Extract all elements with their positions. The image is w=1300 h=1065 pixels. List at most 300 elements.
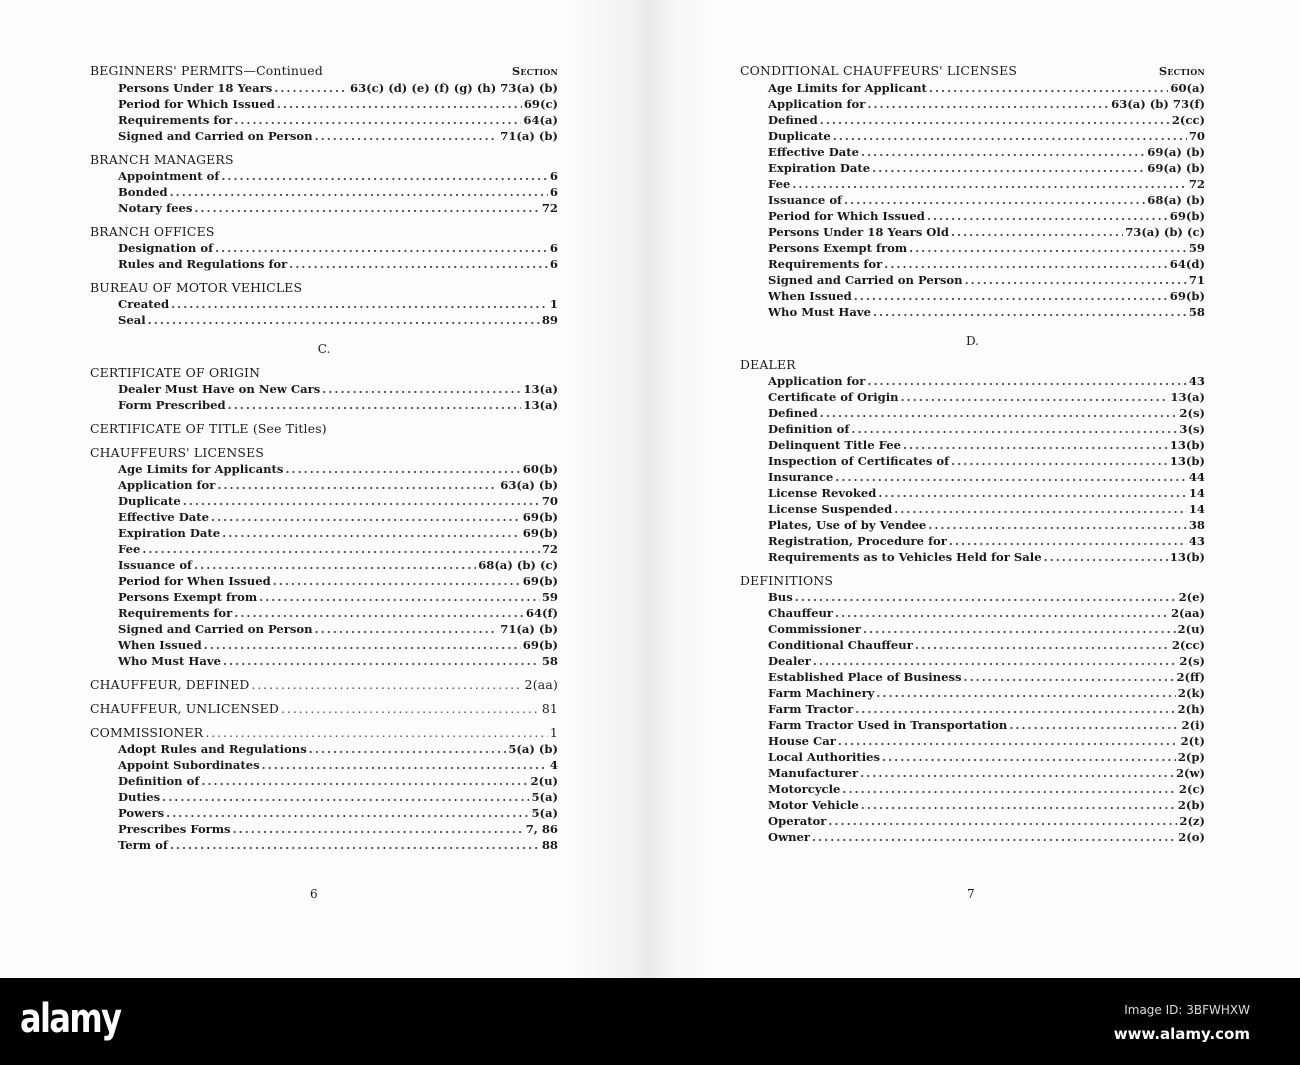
dot-leader	[795, 589, 1177, 605]
dot-leader	[876, 685, 1176, 701]
entry-label: Registration, Procedure for	[768, 534, 947, 548]
index-entry	[740, 437, 1205, 453]
index-heading	[90, 151, 558, 168]
entry-section-ref: 6	[549, 241, 558, 255]
dot-leader	[223, 653, 540, 669]
entry-label: Duplicate	[768, 129, 831, 143]
dot-leader	[251, 676, 522, 693]
dot-leader	[234, 605, 524, 621]
entry-section-ref: 69(a) (b)	[1147, 161, 1205, 175]
entry-label: Period for When Issued	[118, 574, 271, 588]
entry-section-ref: 2(ff)	[1176, 670, 1205, 684]
entry-label: Appointment of	[118, 169, 220, 183]
dot-leader	[201, 773, 528, 789]
dot-leader	[262, 757, 548, 773]
dot-leader	[166, 805, 529, 821]
dot-leader	[148, 312, 540, 328]
dot-leader	[949, 533, 1187, 549]
heading-reference: 81	[541, 701, 558, 716]
entry-section-ref: 69(b)	[522, 510, 558, 524]
entry-label: License Suspended	[768, 502, 893, 516]
index-heading	[90, 62, 558, 80]
index-entry	[90, 557, 558, 573]
dot-leader	[873, 304, 1187, 320]
index-entry	[740, 517, 1205, 533]
entry-section-ref: 2(z)	[1179, 814, 1205, 828]
entry-section-ref: 64(d)	[1169, 257, 1205, 271]
index-heading	[90, 420, 558, 437]
entry-label: Appoint Subordinates	[118, 758, 260, 772]
index-group	[90, 223, 558, 272]
dot-leader	[901, 389, 1169, 405]
entry-section-ref: 2(s)	[1179, 654, 1205, 668]
entry-label: Farm Machinery	[768, 686, 875, 700]
entry-section-ref: 71(a) (b)	[500, 622, 558, 636]
index-group	[90, 62, 558, 144]
entry-label: Defined	[768, 406, 818, 420]
index-entry	[740, 829, 1205, 845]
entry-section-ref: 58	[1188, 305, 1205, 319]
index-entry	[90, 168, 558, 184]
dot-leader	[1009, 717, 1179, 733]
entry-section-ref: 13(a)	[1170, 390, 1205, 404]
dot-leader	[183, 493, 540, 509]
entry-section-ref: 68(a) (b) (c)	[478, 558, 558, 572]
entry-section-ref: 2(cc)	[1171, 113, 1205, 127]
index-entry	[90, 184, 558, 200]
index-entry	[740, 128, 1205, 144]
dot-leader	[861, 144, 1145, 160]
dot-leader	[205, 724, 548, 741]
dot-leader	[965, 272, 1187, 288]
dot-leader	[863, 621, 1176, 637]
entry-label: Inspection of Certificates of	[768, 454, 950, 468]
dot-leader	[273, 573, 521, 589]
dot-leader	[217, 477, 498, 493]
entry-label: Commissioner	[768, 622, 862, 636]
index-group	[740, 572, 1205, 845]
entry-label: Requirements for	[768, 257, 883, 271]
entry-section-ref: 72	[541, 542, 558, 556]
dot-leader	[813, 653, 1178, 669]
index-entry	[90, 509, 558, 525]
index-entry	[740, 160, 1205, 176]
watermark-bar	[0, 978, 1300, 1065]
entry-section-ref: 14	[1188, 502, 1205, 516]
entry-label: Motor Vehicle	[768, 798, 859, 812]
dot-leader	[204, 637, 521, 653]
index-entry	[90, 397, 558, 413]
entry-section-ref: 2(w)	[1175, 766, 1205, 780]
index-entry	[740, 589, 1205, 605]
entry-label: Duplicate	[118, 494, 181, 508]
index-entry	[740, 80, 1205, 96]
dot-leader	[289, 256, 548, 272]
entry-label: Certificate of Origin	[768, 390, 899, 404]
entry-label: House Car	[768, 734, 836, 748]
index-group	[90, 364, 558, 413]
entry-section-ref: 2(cc)	[1171, 638, 1205, 652]
watermark-url: www.alamy.com	[1113, 1025, 1250, 1043]
entry-section-ref: 5(a)	[531, 790, 558, 804]
index-entry	[740, 717, 1205, 733]
index-group	[740, 62, 1205, 320]
entry-section-ref: 43	[1188, 534, 1205, 548]
index-group	[90, 279, 558, 328]
index-entry	[90, 240, 558, 256]
entry-section-ref: 70	[541, 494, 558, 508]
heading-text: CHAUFFEUR, DEFINED	[90, 677, 250, 692]
index-entry	[90, 837, 558, 853]
index-entry	[90, 637, 558, 653]
entry-section-ref: 3(s)	[1179, 422, 1205, 436]
entry-section-ref: 63(a) (b)	[500, 478, 558, 492]
entry-section-ref: 69(b)	[1169, 289, 1205, 303]
entry-label: Who Must Have	[768, 305, 871, 319]
dot-leader	[854, 288, 1168, 304]
dot-leader	[851, 421, 1177, 437]
dot-leader	[194, 200, 540, 216]
index-entry	[740, 797, 1205, 813]
entry-label: Application for	[768, 374, 866, 388]
index-entry	[740, 685, 1205, 701]
dot-leader	[884, 256, 1168, 272]
dot-leader	[929, 80, 1168, 96]
entry-section-ref: 64(f)	[525, 606, 558, 620]
entry-section-ref: 2(u)	[530, 774, 558, 788]
entry-label: When Issued	[118, 638, 202, 652]
entry-section-ref: 2(p)	[1177, 750, 1205, 764]
entry-section-ref: 7, 86	[525, 822, 558, 836]
index-entry	[740, 637, 1205, 653]
heading-text: BUREAU OF MOTOR VEHICLES	[90, 280, 303, 295]
index-entry	[740, 304, 1205, 320]
index-page-right	[740, 62, 1205, 845]
index-entry	[740, 469, 1205, 485]
index-entry	[740, 96, 1205, 112]
entry-section-ref: 69(b)	[522, 574, 558, 588]
index-entry	[90, 96, 558, 112]
entry-label: Conditional Chauffeur	[768, 638, 913, 652]
index-heading	[90, 364, 558, 381]
alamy-logo: alamy	[20, 996, 121, 1042]
entry-label: Notary fees	[118, 201, 193, 215]
heading-text: DEFINITIONS	[740, 573, 834, 588]
entry-label: Application for	[768, 97, 866, 111]
index-entry	[740, 781, 1205, 797]
heading-text: BEGINNERS' PERMITS—Continued	[90, 63, 323, 78]
entry-section-ref: 58	[541, 654, 558, 668]
dot-leader	[882, 749, 1176, 765]
entry-section-ref: 69(b)	[1169, 209, 1205, 223]
entry-label: Plates, Use of by Vendee	[768, 518, 927, 532]
entry-label: Fee	[118, 542, 141, 556]
entry-section-ref: 6	[549, 185, 558, 199]
image-id: Image ID: 3BFWHXW	[1124, 1003, 1250, 1017]
entry-label: Effective Date	[118, 510, 209, 524]
entry-section-ref: 14	[1188, 486, 1205, 500]
entry-section-ref: 13(b)	[1169, 550, 1205, 564]
entry-section-ref: 69(a) (b)	[1147, 145, 1205, 159]
entry-section-ref: 2(e)	[1178, 590, 1205, 604]
index-page-left	[90, 62, 558, 853]
index-heading	[90, 223, 558, 240]
index-entry	[740, 749, 1205, 765]
index-entry	[740, 208, 1205, 224]
index-entry	[740, 240, 1205, 256]
index-group	[90, 724, 558, 853]
entry-label: Signed and Carried on Person	[118, 622, 313, 636]
entry-section-ref: 13(b)	[1169, 438, 1205, 452]
dot-leader	[215, 240, 548, 256]
index-entry	[90, 541, 558, 557]
entry-label: Chauffeur	[768, 606, 834, 620]
entry-section-ref: 2(i)	[1181, 718, 1205, 732]
entry-label: Signed and Carried on Person	[118, 129, 313, 143]
dot-leader	[915, 637, 1170, 653]
entry-section-ref: 2(s)	[1179, 406, 1205, 420]
index-entry	[90, 789, 558, 805]
heading-reference: 2(aa)	[524, 677, 558, 692]
dot-leader	[315, 621, 499, 637]
entry-label: Prescribes Forms	[118, 822, 231, 836]
page-number-left: 6	[310, 887, 318, 901]
index-entry	[90, 805, 558, 821]
index-heading	[740, 356, 1205, 373]
index-group	[90, 700, 558, 717]
dot-leader	[233, 821, 524, 837]
entry-label: Motorcycle	[768, 782, 841, 796]
entry-label: Owner	[768, 830, 810, 844]
entry-label: Requirements as to Vehicles Held for Sale	[768, 550, 1042, 564]
entry-section-ref: 60(b)	[522, 462, 558, 476]
index-heading	[90, 724, 558, 741]
entry-section-ref: 69(b)	[522, 638, 558, 652]
entry-label: Issuance of	[118, 558, 193, 572]
entry-section-ref: 13(a)	[523, 398, 558, 412]
entry-label: Requirements for	[118, 113, 233, 127]
index-group	[90, 420, 558, 437]
index-entry	[90, 80, 558, 96]
entry-section-ref: 4	[549, 758, 558, 772]
index-entry	[90, 605, 558, 621]
entry-label: Local Authorities	[768, 750, 881, 764]
entry-label: License Revoked	[768, 486, 877, 500]
index-group	[740, 356, 1205, 565]
index-entry	[90, 525, 558, 541]
entry-label: Farm Tractor Used in Transportation	[768, 718, 1008, 732]
page-number-right: 7	[967, 887, 975, 901]
dot-leader	[867, 373, 1186, 389]
index-entry	[90, 381, 558, 397]
entry-label: Definition of	[118, 774, 200, 788]
entry-section-ref: 69(c)	[523, 97, 558, 111]
entry-section-ref: 63(a) (b) 73(f)	[1111, 97, 1205, 111]
dot-leader	[234, 112, 521, 128]
entry-label: Signed and Carried on Person	[768, 273, 963, 287]
entry-section-ref: 89	[541, 313, 558, 327]
dot-leader	[951, 224, 1123, 240]
dot-leader	[951, 453, 1168, 469]
section-letter: D.	[965, 334, 979, 348]
entry-label: Defined	[768, 113, 818, 127]
dot-leader	[194, 557, 476, 573]
index-group	[90, 676, 558, 693]
dot-leader	[322, 381, 521, 397]
dot-leader	[835, 469, 1187, 485]
index-entry	[90, 573, 558, 589]
entry-section-ref: 13(b)	[1169, 454, 1205, 468]
dot-leader	[309, 741, 507, 757]
index-entry	[90, 112, 558, 128]
index-entry	[740, 389, 1205, 405]
index-entry	[90, 493, 558, 509]
section-letter: C.	[317, 342, 331, 356]
entry-label: Dealer	[768, 654, 811, 668]
dot-leader	[855, 701, 1175, 717]
entry-section-ref: 69(b)	[522, 526, 558, 540]
entry-label: Age Limits for Applicant	[768, 81, 927, 95]
index-entry	[90, 653, 558, 669]
entry-label: Application for	[118, 478, 216, 492]
index-entry	[740, 605, 1205, 621]
entry-label: Expiration Date	[118, 526, 221, 540]
index-entry	[90, 296, 558, 312]
entry-label: Rules and Regulations for	[118, 257, 288, 271]
dot-leader	[867, 96, 1109, 112]
entry-section-ref: 13(a)	[523, 382, 558, 396]
dot-leader	[820, 112, 1170, 128]
dot-leader	[259, 589, 540, 605]
index-heading	[90, 279, 558, 296]
dot-leader	[221, 168, 548, 184]
heading-text: CONDITIONAL CHAUFFEURS' LICENSES	[740, 63, 1018, 78]
index-entry	[90, 773, 558, 789]
entry-label: Manufacturer	[768, 766, 859, 780]
index-heading	[90, 700, 558, 717]
dot-leader	[833, 128, 1187, 144]
entry-section-ref: 6	[549, 169, 558, 183]
entry-section-ref: 2(u)	[1177, 622, 1205, 636]
index-heading	[90, 676, 558, 693]
index-entry	[740, 533, 1205, 549]
dot-leader	[228, 397, 522, 413]
entry-label: Fee	[768, 177, 791, 191]
entry-section-ref: 71	[1188, 273, 1205, 287]
index-entry	[90, 821, 558, 837]
entry-section-ref: 73(a) (b) (c)	[1125, 225, 1205, 239]
dot-leader	[285, 461, 520, 477]
dot-leader	[222, 525, 521, 541]
dot-leader	[162, 789, 529, 805]
dot-leader	[835, 605, 1169, 621]
dot-leader	[170, 184, 548, 200]
dot-leader	[315, 128, 499, 144]
index-entry	[740, 485, 1205, 501]
index-entry	[740, 653, 1205, 669]
entry-label: Expiration Date	[768, 161, 871, 175]
entry-section-ref: 43	[1188, 374, 1205, 388]
entry-section-ref: 2(h)	[1177, 702, 1205, 716]
index-entry	[740, 669, 1205, 685]
dot-leader	[838, 733, 1179, 749]
entry-section-ref: 88	[541, 838, 558, 852]
dot-leader	[903, 437, 1168, 453]
entry-section-ref: 2(t)	[1180, 734, 1205, 748]
heading-reference: 1	[549, 725, 558, 740]
dot-leader	[820, 405, 1178, 421]
dot-leader	[1044, 549, 1168, 565]
entry-section-ref: 68(a) (b)	[1147, 193, 1205, 207]
entry-section-ref: 60(a)	[1170, 81, 1205, 95]
dot-leader	[277, 96, 522, 112]
heading-text: CERTIFICATE OF ORIGIN	[90, 365, 261, 380]
entry-label: Established Place of Business	[768, 670, 962, 684]
dot-leader	[828, 813, 1177, 829]
index-entry	[90, 312, 558, 328]
dot-leader	[812, 829, 1176, 845]
dot-leader	[142, 541, 540, 557]
entry-section-ref: 44	[1188, 470, 1205, 484]
index-entry	[90, 621, 558, 637]
entry-section-ref: 59	[541, 590, 558, 604]
heading-text: BRANCH MANAGERS	[90, 152, 234, 167]
entry-label: Persons Exempt from	[768, 241, 908, 255]
entry-label: Insurance	[768, 470, 834, 484]
entry-label: Created	[118, 297, 170, 311]
entry-section-ref: 2(b)	[1177, 798, 1205, 812]
book-gutter	[560, 0, 720, 978]
dot-leader	[170, 837, 540, 853]
index-entry	[740, 549, 1205, 565]
entry-label: Form Prescribed	[118, 398, 226, 412]
entry-label: Who Must Have	[118, 654, 221, 668]
heading-text: BRANCH OFFICES	[90, 224, 215, 239]
index-entry	[740, 256, 1205, 272]
section-column-label: Section	[1158, 64, 1205, 78]
index-entry	[90, 757, 558, 773]
index-entry	[740, 813, 1205, 829]
index-entry	[740, 733, 1205, 749]
heading-text: CHAUFFEURS' LICENSES	[90, 445, 265, 460]
entry-label: Period for Which Issued	[768, 209, 925, 223]
index-entry	[740, 765, 1205, 781]
entry-label: Bonded	[118, 185, 168, 199]
index-entry	[740, 288, 1205, 304]
dot-leader	[964, 669, 1175, 685]
index-entry	[740, 621, 1205, 637]
entry-label: Persons Under 18 Years Old	[768, 225, 949, 239]
entry-section-ref: 1	[549, 297, 558, 311]
heading-text: COMMISSIONER	[90, 725, 204, 740]
index-entry	[90, 741, 558, 757]
index-heading	[90, 444, 558, 461]
index-heading	[740, 62, 1205, 80]
index-entry	[90, 200, 558, 216]
entry-section-ref: 2(k)	[1177, 686, 1205, 700]
index-entry	[90, 256, 558, 272]
index-entry	[740, 144, 1205, 160]
dot-leader	[860, 765, 1174, 781]
entry-section-ref: 63(c) (d) (e) (f) (g) (h) 73(a) (b)	[350, 81, 558, 95]
entry-label: Adopt Rules and Regulations	[118, 742, 307, 756]
dot-leader	[281, 700, 540, 717]
index-entry	[740, 192, 1205, 208]
index-entry	[90, 589, 558, 605]
dot-leader	[894, 501, 1187, 517]
heading-text: DEALER	[740, 357, 796, 372]
entry-label: Powers	[118, 806, 165, 820]
